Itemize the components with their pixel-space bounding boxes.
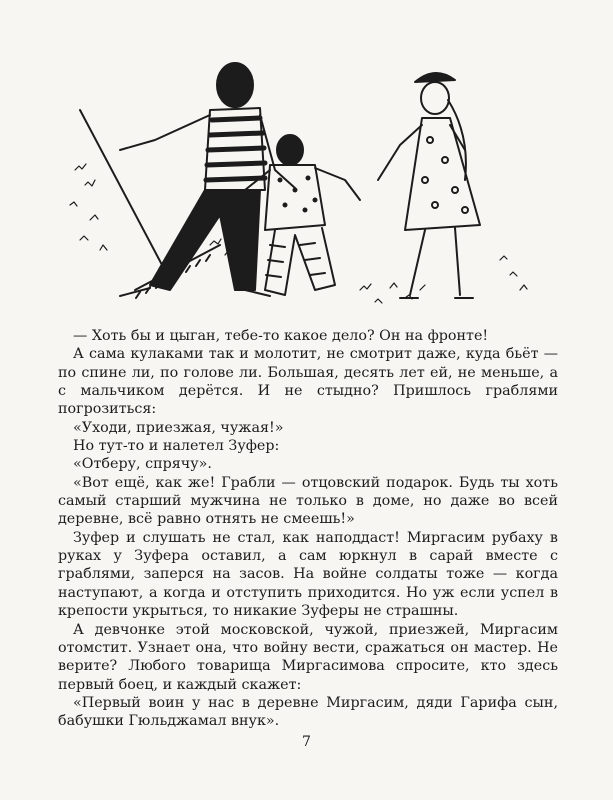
book-illustration (60, 40, 580, 320)
body-text (58, 327, 558, 731)
paragraph: «Отберу, спрячу». (73, 456, 212, 473)
paragraph: «Уходи, приезжая, чужая!» (73, 419, 284, 436)
paragraph: Но тут-то и налетел Зуфер: (73, 438, 280, 455)
page-number: 7 (302, 734, 311, 750)
paragraph: «Вот ещё, как же! Грабли — отцовский подарок. Будь ты хоть самый старший мужчина не только в доме, но даже во всей деревне, всё равно отнять не смеешь!» (58, 474, 558, 528)
paragraph: А сама кулаками так и молотит, не смотрит даже, куда бьёт — по спине ли, по голове ли. Большая, десять лет ей, не меньше, а с мальчиком дерётся. И не стыдно? Пришлось граблями погрозиться: (58, 346, 558, 418)
paragraph: «Первый воин у нас в деревне Миргасим, дяди Гарифа сын, бабушки Гюльджамал внук». (58, 694, 558, 730)
girl-figure (378, 73, 480, 298)
paragraph: — Хоть бы и цыган, тебе-то какое дело? Он на фронте! (73, 328, 489, 344)
paragraph: А девчонке этой московской, чужой, приезжей, Миргасим отомстит. Узнает она, что войну вести, сражаться он мастер. Не верите? Любого товарища Миргасимова спросите, кто здесь первый боец, и каждый скажет: (58, 621, 558, 693)
paragraph: Зуфер и слушать не стал, как наподдаст! Миргасим рубаху в руках у Зуфера оставил, а сам юркнул в сарай вместе с граблями, заперся на засов. На войне солдаты тоже — когда наступают, а когда и отступить приходится. Но уж если успел в крепости укрыться, то никакие Зуферы не страшны. (58, 529, 558, 620)
